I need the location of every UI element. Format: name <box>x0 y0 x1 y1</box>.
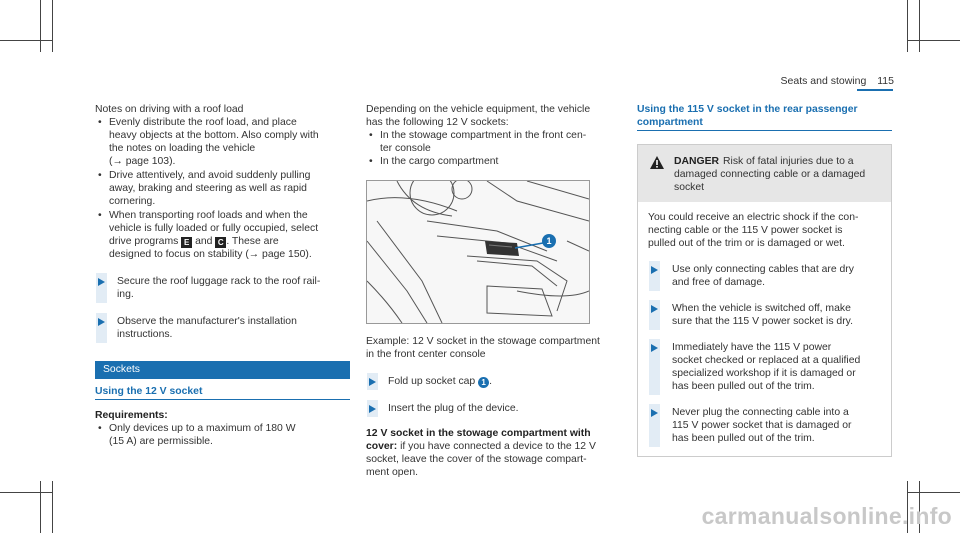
play-arrow-icon <box>651 305 658 313</box>
roof-load-heading: Notes on driving with a roof load <box>95 104 244 115</box>
line: When the vehicle is switched off, make <box>672 303 851 314</box>
play-arrow-icon <box>369 378 376 386</box>
action-step <box>366 375 621 388</box>
action-step <box>648 406 883 445</box>
action-step <box>648 263 883 289</box>
list-item <box>95 169 350 208</box>
socket-cap <box>485 241 519 256</box>
line: cornering. <box>109 196 156 207</box>
play-arrow-icon <box>651 344 658 352</box>
list-item <box>366 129 621 155</box>
callout-1-icon: 1 <box>478 377 489 388</box>
caption-line: in the front center console <box>366 349 486 360</box>
socket-heading-text: Using the 12 V socket <box>95 386 203 397</box>
line: ment open. <box>366 467 418 478</box>
bullet-icon: • <box>98 170 102 181</box>
center-console-illustration <box>367 181 589 323</box>
intro-line: Depending on the vehicle equipment, the vehicle <box>366 104 591 115</box>
line: Only devices up to a maximum of 180 W <box>109 423 296 434</box>
drive-program-c-icon: C <box>215 237 226 248</box>
line: sure that the 115 V power socket is dry. <box>672 316 853 327</box>
requirements-label: Requirements: <box>95 410 168 421</box>
page-ref-link[interactable]: (→ page 103). <box>109 156 176 167</box>
play-arrow-icon <box>369 405 376 413</box>
line: ter console <box>380 143 431 154</box>
line: socket checked or replaced at a qualified <box>672 355 861 366</box>
line: Drive attentively, and avoid suddenly pulling <box>109 170 311 181</box>
line: the notes on loading the vehicle <box>109 143 256 154</box>
bullet-icon: • <box>98 423 102 434</box>
line: heavy objects at the bottom. Also comply with <box>109 130 319 141</box>
heading-line: Using the 115 V socket in the rear passenger <box>637 104 858 115</box>
line: You could receive an electric shock if the con- <box>648 212 859 223</box>
bold-line: 12 V socket in the stowage compartment with <box>366 428 591 439</box>
caption-line: Example: 12 V socket in the stowage compartment <box>366 336 600 347</box>
action-step <box>366 402 621 415</box>
line: Secure the roof luggage rack to the roof rail- <box>117 276 321 287</box>
page-header <box>781 75 894 88</box>
intro-line: has the following 12 V sockets: <box>366 117 509 128</box>
action-step <box>95 275 350 301</box>
danger-label: DANGER <box>674 156 720 167</box>
text: and <box>195 236 213 247</box>
heading-line: compartment <box>637 117 703 128</box>
line <box>674 155 883 168</box>
socket-heading <box>95 385 350 400</box>
line <box>109 235 350 248</box>
line: has been pulled out of the trim. <box>672 381 815 392</box>
line: and free of damage. <box>672 277 766 288</box>
action-step <box>648 302 883 328</box>
page-number: 115 <box>877 75 894 87</box>
line: Use only connecting cables that are dry <box>672 264 854 275</box>
warning-triangle-icon <box>650 156 664 169</box>
line: specialized workshop if it is damaged or <box>672 368 856 379</box>
line: instructions. <box>117 329 173 340</box>
line: Observe the manufacturer's installation <box>117 316 297 327</box>
text: Risk of fatal injuries due to a <box>723 156 854 167</box>
sockets-section-bar <box>95 361 350 379</box>
line: When transporting roof loads and when the <box>109 210 308 221</box>
socket-115-heading <box>637 103 892 131</box>
line: has been pulled out of the trim. <box>672 433 815 444</box>
play-arrow-icon <box>651 409 658 417</box>
section-title: Seats and stowing <box>780 75 867 87</box>
line: ing. <box>117 289 134 300</box>
play-arrow-icon <box>651 266 658 274</box>
callout-1-label: 1 <box>546 236 552 246</box>
text: . These are <box>226 236 279 247</box>
bullet-icon: • <box>369 156 373 167</box>
line: pulled out of the trim or is damaged or wet. <box>648 238 845 249</box>
column-right <box>637 103 892 457</box>
action-step <box>95 315 350 341</box>
line: socket <box>674 182 705 193</box>
line: Immediately have the 115 V power <box>672 342 832 353</box>
text: drive programs <box>109 236 179 247</box>
line: Evenly distribute the roof load, and place <box>109 117 297 128</box>
action-step <box>648 341 883 393</box>
text: if you have connected a device to the 12 V <box>397 441 596 452</box>
text: . <box>489 376 492 387</box>
column-middle <box>366 103 621 479</box>
line <box>366 440 621 453</box>
text: Fold up socket cap <box>388 376 476 387</box>
line: vehicle is fully loaded or fully occupied, select <box>109 223 319 234</box>
danger-body <box>638 202 891 456</box>
play-arrow-icon <box>98 318 105 326</box>
socket-photo <box>366 180 590 324</box>
line: socket, leave the cover of the stowage compart- <box>366 454 587 465</box>
list-item <box>95 116 350 168</box>
line: Never plug the connecting cable into a <box>672 407 849 418</box>
play-arrow-icon <box>98 278 105 286</box>
line: In the stowage compartment in the front cen- <box>380 130 587 141</box>
line: necting cable or the 115 V power socket is <box>648 225 843 236</box>
watermark: carmanualsonline.info <box>701 503 952 529</box>
header-rule <box>857 89 893 91</box>
socket-cover-note <box>366 427 621 479</box>
list-item <box>95 422 350 448</box>
list-item <box>95 209 350 261</box>
danger-header <box>638 145 891 202</box>
line: In the cargo compartment <box>380 156 499 167</box>
line: 115 V power socket that is damaged or <box>672 420 852 431</box>
bold-text: cover: <box>366 441 398 452</box>
list-item <box>366 155 621 168</box>
danger-box <box>637 144 892 457</box>
page-ref-link[interactable]: designed to focus on stability (→ page 150). <box>109 249 312 260</box>
sockets-section-title: Sockets <box>103 364 140 375</box>
line: away, braking and steering as well as rapid <box>109 183 307 194</box>
bullet-icon: • <box>98 117 102 128</box>
drive-program-e-icon: E <box>181 237 192 248</box>
line: (15 A) are permissible. <box>109 436 213 447</box>
bullet-icon: • <box>98 210 102 221</box>
line: damaged connecting cable or a damaged <box>674 169 866 180</box>
text: Insert the plug of the device. <box>388 403 519 414</box>
bullet-icon: • <box>369 130 373 141</box>
column-left <box>95 103 350 448</box>
